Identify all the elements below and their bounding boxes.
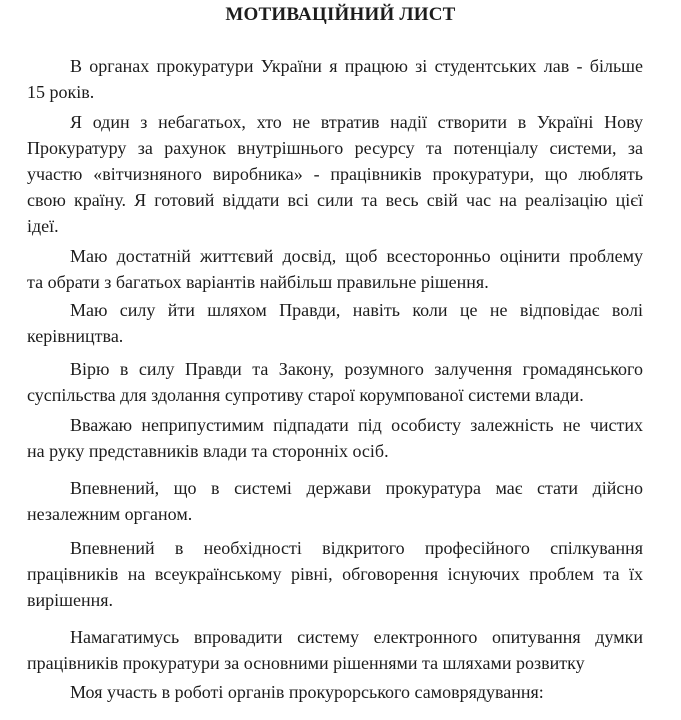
paragraph-line: Я один з небагатьох, хто не втратив надії створити в Україні Нову <box>70 112 643 132</box>
paragraph-line: свою країну. Я готовий віддати всі сили та весь свій час на реалізацію цієї <box>27 190 643 210</box>
paragraph-line: ідеї. <box>27 216 59 236</box>
paragraph-line: Вважаю неприпустимим підпадати під особисту залежність не чистих <box>70 415 643 435</box>
paragraph <box>27 535 643 613</box>
paragraph-line: Прокуратуру за рахунок внутрішнього ресурсу та потенціалу системи, за <box>27 138 643 158</box>
paragraph-line: та обрати з багатьох варіантів найбільш правильне рішення. <box>27 272 489 292</box>
paragraph-line: В органах прокуратури України я працюю зі студентських лав - більше <box>70 56 643 76</box>
paragraph-line: працівників прокуратури за основними рішеннями та шляхами розвитку <box>27 653 585 673</box>
paragraph <box>27 356 643 408</box>
paragraph-line: вирішення. <box>27 590 114 610</box>
paragraph <box>27 109 643 239</box>
paragraph-line: участю «вітчизняного виробника» - працівників прокуратури, що люблять <box>27 164 643 184</box>
paragraph <box>27 679 643 705</box>
paragraph-line: суспільства для здолання супротиву старої корумпованої системи влади. <box>27 385 584 405</box>
paragraph-line: Вірю в силу Правди та Закону, розумного залучення громадянського <box>70 359 643 379</box>
paragraph-line: Впевнений, що в системі держави прокуратура має стати дійсно <box>70 478 643 498</box>
paragraph-line: на руку представників влади та сторонніх осіб. <box>27 441 389 461</box>
paragraph <box>27 297 643 349</box>
paragraph <box>27 624 643 676</box>
paragraph-line: незалежним органом. <box>27 504 193 524</box>
paragraph-line: Маю силу йти шляхом Правди, навіть коли це не відповідає волі <box>70 300 643 320</box>
paragraph-line: 15 років. <box>27 82 95 102</box>
paragraph-line: працівників на всеукраїнському рівні, обговорення існуючих проблем та їх <box>27 564 643 584</box>
paragraph-line: Маю достатній життєвий досвід, щоб всесторонньо оцінити проблему <box>70 246 643 266</box>
paragraph-line: керівництва. <box>27 326 124 346</box>
paragraph-line: Моя участь в роботі органів прокурорського самоврядування: <box>70 682 544 702</box>
paragraph-line: Намагатимусь впровадити систему електронного опитування думки <box>70 627 643 647</box>
paragraph-line: Впевнений в необхідності відкритого професійного спілкування <box>70 538 643 558</box>
paragraph <box>27 243 643 295</box>
document-title: МОТИВАЦІЙНИЙ ЛИСТ <box>225 4 456 25</box>
paragraph <box>27 475 643 527</box>
paragraph <box>27 412 643 464</box>
paragraph <box>27 53 643 105</box>
